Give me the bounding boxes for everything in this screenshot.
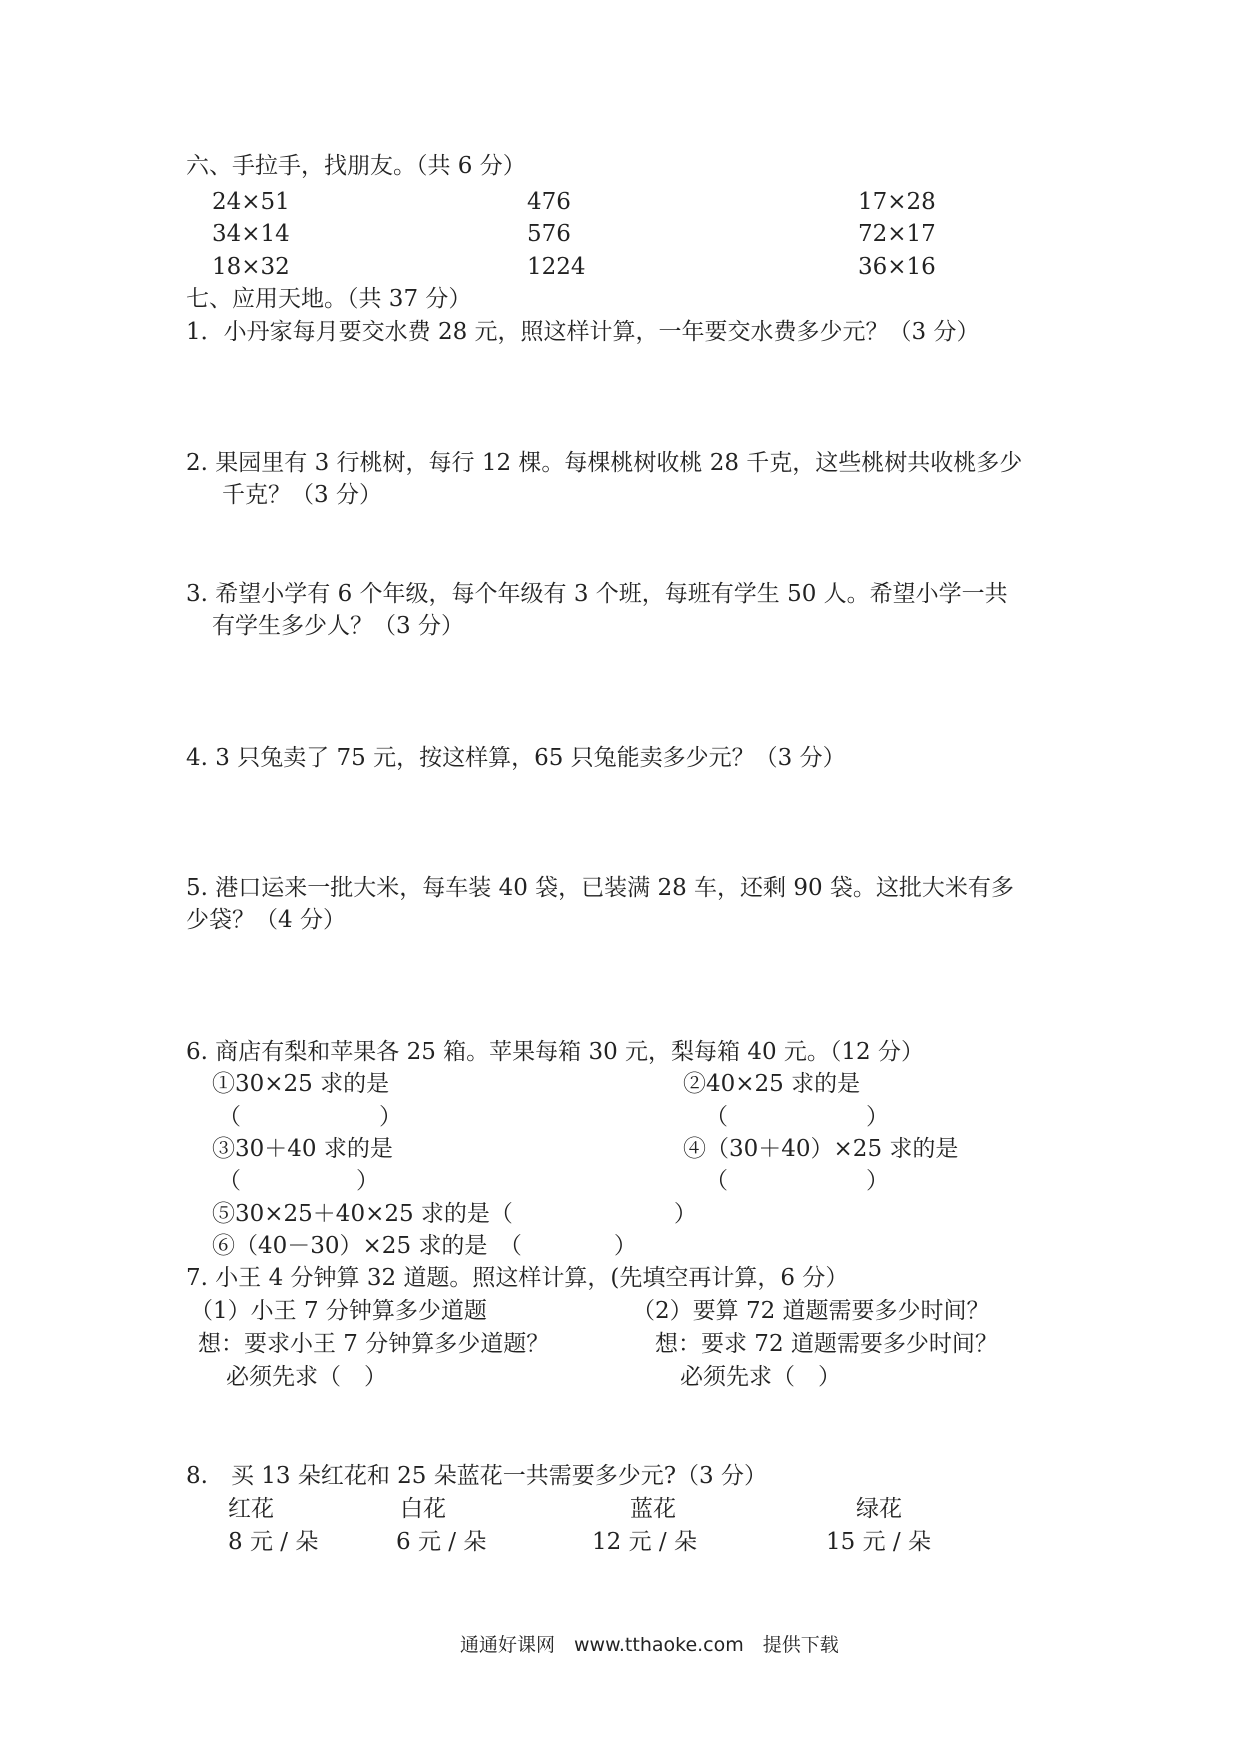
q7-part2-must[interactable]: 必须先求（ ） bbox=[680, 1364, 841, 1390]
price-blue: 12 元 / 朵 bbox=[592, 1529, 697, 1555]
match-mid-1: 476 bbox=[527, 189, 571, 215]
question-3-line1: 3. 希望小学有 6 个年级，每个年级有 3 个班，每班有学生 50 人。希望小学一共 bbox=[186, 581, 1008, 607]
question-4: 4. 3 只兔卖了 75 元，按这样算，65 只兔能卖多少元？（3 分） bbox=[186, 745, 846, 771]
match-left-3: 18×32 bbox=[212, 254, 290, 280]
question-5-line2: 少袋？（4 分） bbox=[186, 907, 346, 933]
match-right-2: 72×17 bbox=[858, 221, 936, 247]
q6-item-e: ⑤30×25＋40×25 求的是（ ） bbox=[212, 1201, 697, 1227]
q6-blank-d[interactable]: （ ） bbox=[705, 1168, 889, 1194]
match-mid-3: 1224 bbox=[527, 254, 586, 280]
section7-title: 七、应用天地。（共 37 分） bbox=[186, 286, 472, 312]
price-green: 15 元 / 朵 bbox=[826, 1529, 931, 1555]
q7-part1-think: 想：要求小王 7 分钟算多少道题？ bbox=[198, 1331, 550, 1357]
q6-blank-b[interactable]: （ ） bbox=[705, 1104, 889, 1130]
match-mid-2: 576 bbox=[527, 221, 571, 247]
flower-blue: 蓝花 bbox=[630, 1496, 676, 1522]
question-7-title: 7. 小王 4 分钟算 32 道题。照这样计算，(先填空再计算，6 分） bbox=[186, 1265, 849, 1291]
question-8-title: 8. 买 13 朵红花和 25 朵蓝花一共需要多少元?（3 分） bbox=[186, 1463, 767, 1489]
q7-part2-think: 想：要求 72 道题需要多少时间？ bbox=[655, 1331, 998, 1357]
match-right-3: 36×16 bbox=[858, 254, 936, 280]
question-5-line1: 5. 港口运来一批大米，每车装 40 袋，已装满 28 车，还剩 90 袋。这批大米有多 bbox=[186, 875, 1014, 901]
q6-item-d: ④（30＋40）×25 求的是 bbox=[683, 1136, 959, 1162]
q7-part2: （2）要算 72 道题需要多少时间？ bbox=[632, 1298, 990, 1324]
price-red: 8 元 / 朵 bbox=[228, 1529, 319, 1555]
q6-item-c: ③30＋40 求的是 bbox=[212, 1136, 393, 1162]
q6-blank-c[interactable]: （ ） bbox=[218, 1168, 379, 1194]
match-right-1: 17×28 bbox=[858, 189, 936, 215]
match-left-2: 34×14 bbox=[212, 221, 290, 247]
q7-part1-must[interactable]: 必须先求（ ） bbox=[226, 1364, 387, 1390]
question-2-line2: 千克？（3 分） bbox=[222, 482, 382, 508]
q6-item-a: ①30×25 求的是 bbox=[212, 1071, 390, 1097]
page-footer: 通通好课网 www.tthaoke.com 提供下载 bbox=[460, 1634, 839, 1656]
question-2-line1: 2. 果园里有 3 行桃树，每行 12 棵。每棵桃树收桃 28 千克，这些桃树共收桃多少 bbox=[186, 450, 1023, 476]
match-left-1: 24×51 bbox=[212, 189, 290, 215]
q6-item-b: ②40×25 求的是 bbox=[683, 1071, 861, 1097]
question-1: 1．小丹家每月要交水费 28 元，照这样计算，一年要交水费多少元？（3 分） bbox=[186, 319, 980, 345]
price-white: 6 元 / 朵 bbox=[396, 1529, 487, 1555]
q6-blank-a[interactable]: （ ） bbox=[218, 1104, 402, 1130]
flower-green: 绿花 bbox=[856, 1496, 902, 1522]
q6-item-f: ⑥（40－30）×25 求的是 （ ） bbox=[212, 1233, 637, 1259]
flower-white: 白花 bbox=[400, 1496, 446, 1522]
q7-part1: （1）小王 7 分钟算多少道题 bbox=[190, 1298, 487, 1324]
section6-title: 六、手拉手，找朋友。（共 6 分） bbox=[186, 153, 526, 179]
flower-red: 红花 bbox=[228, 1496, 274, 1522]
question-6-title: 6. 商店有梨和苹果各 25 箱。苹果每箱 30 元，梨每箱 40 元。（12 分） bbox=[186, 1039, 924, 1065]
question-3-line2: 有学生多少人？（3 分） bbox=[212, 613, 464, 639]
